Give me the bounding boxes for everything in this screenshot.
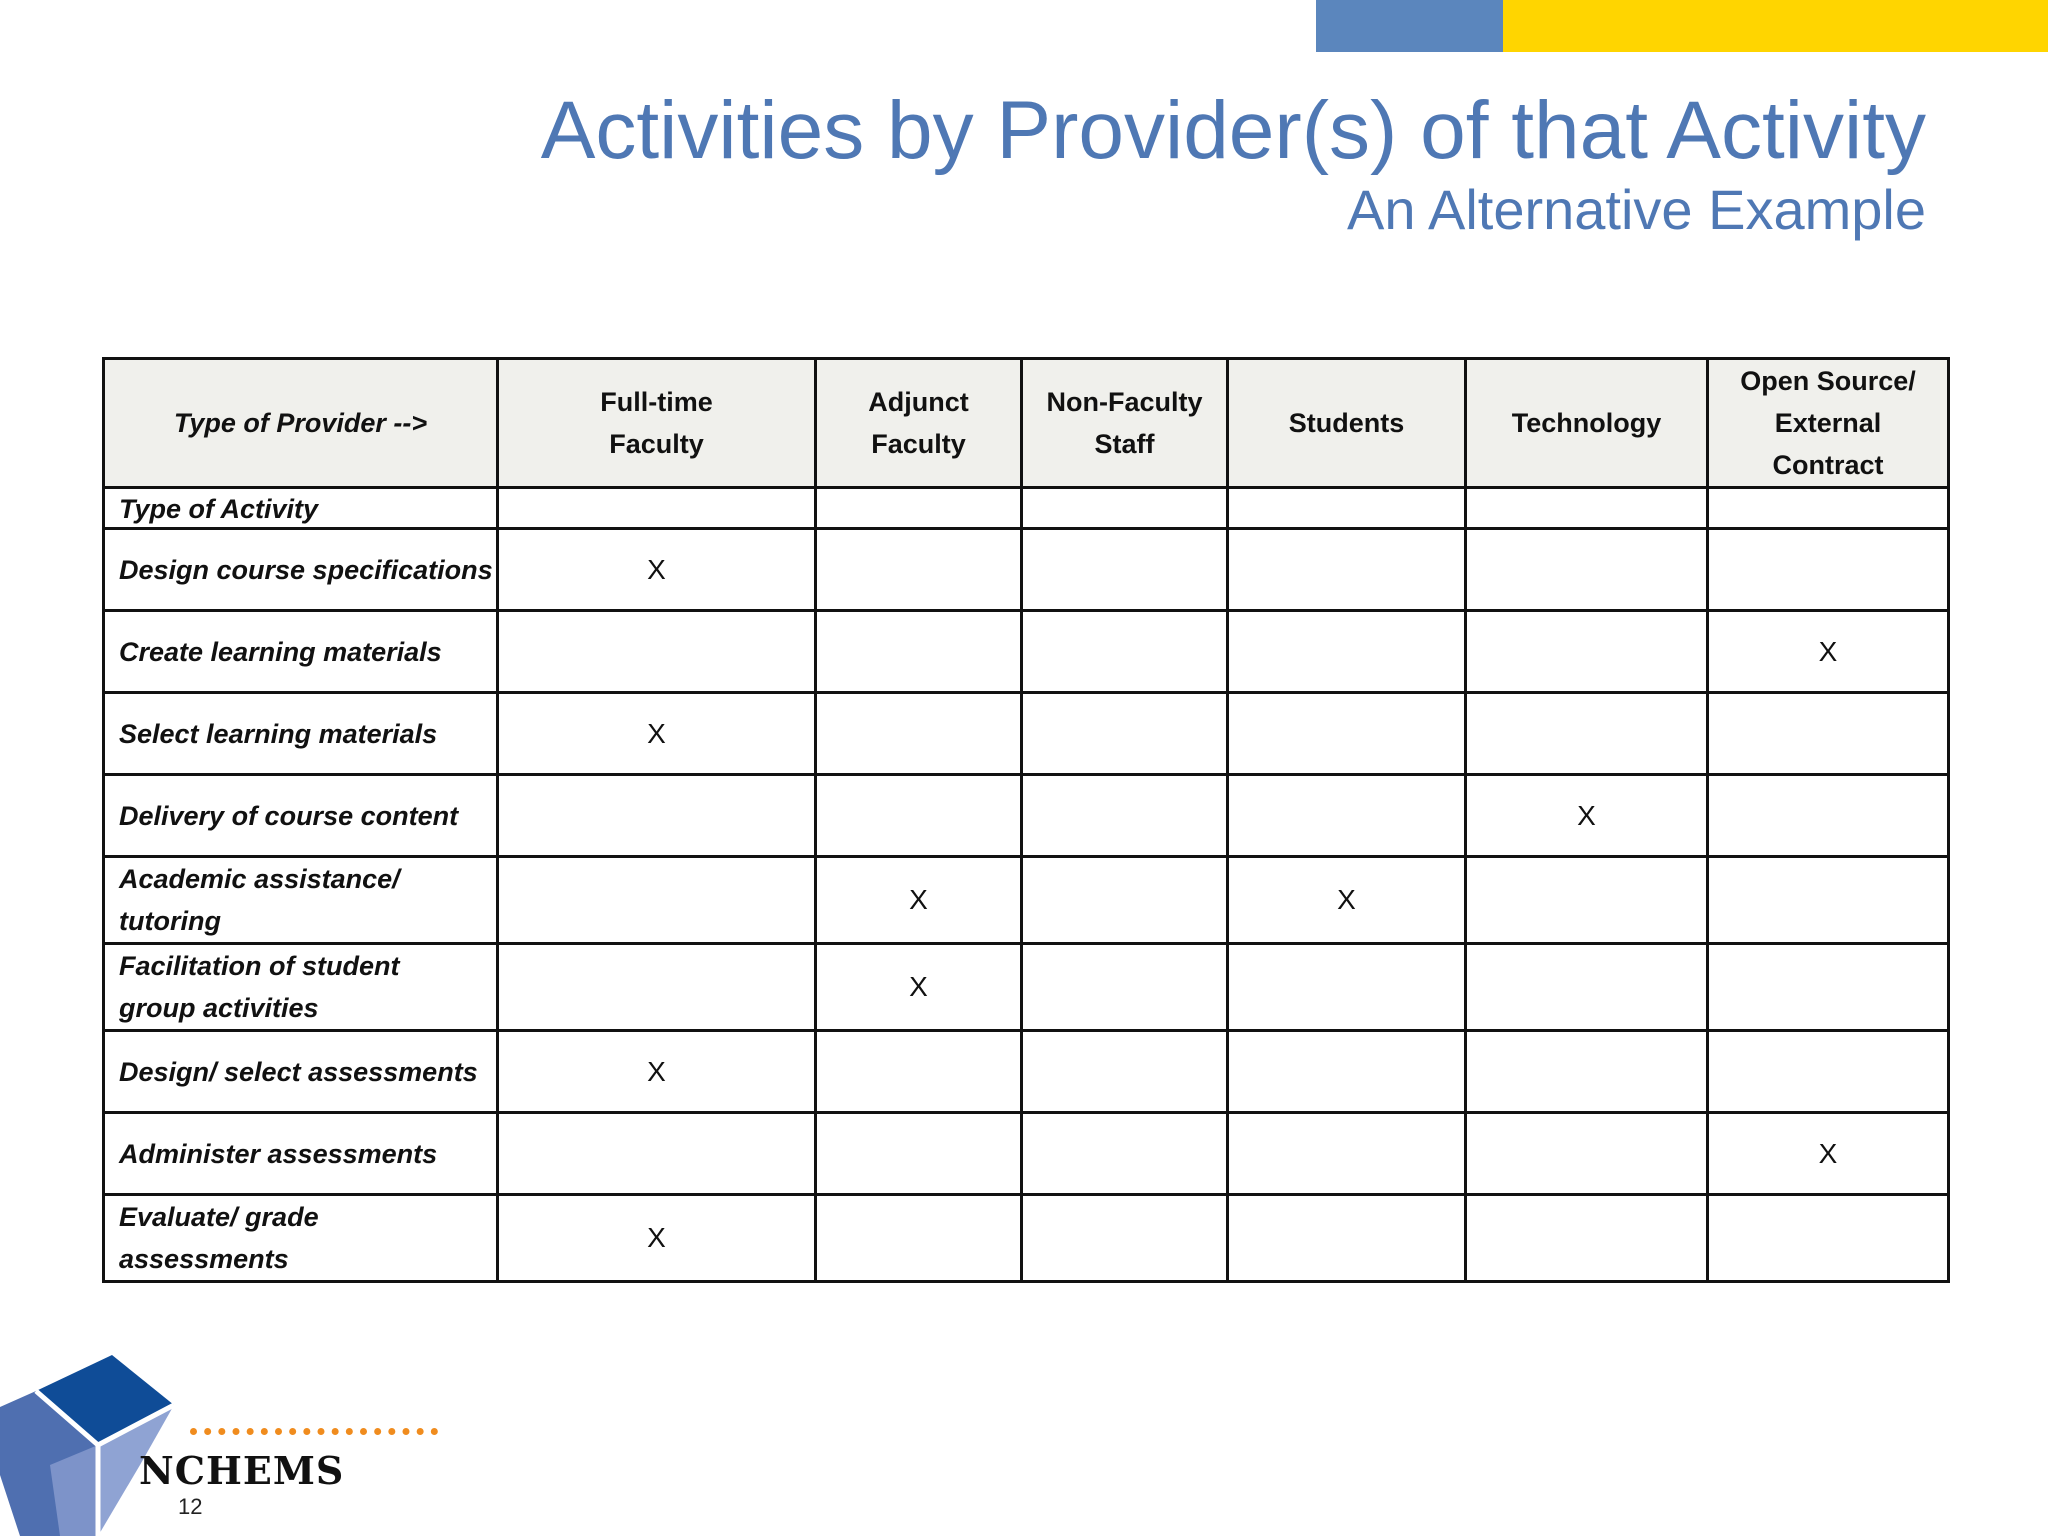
mark-cell: X xyxy=(1708,611,1949,693)
table-row xyxy=(104,529,1949,611)
table-row xyxy=(104,693,1949,775)
mark-cell xyxy=(1228,944,1466,1031)
table-row xyxy=(104,1113,1949,1195)
mark-cell xyxy=(1022,857,1228,944)
cube-logo-icon xyxy=(0,1355,180,1536)
mark-cell xyxy=(498,857,816,944)
mark-cell xyxy=(1466,1031,1708,1113)
mark-cell xyxy=(1022,944,1228,1031)
mark-cell xyxy=(816,775,1022,857)
empty-cell xyxy=(816,488,1022,529)
mark-cell xyxy=(816,611,1022,693)
column-header: Open Source/ External Contract xyxy=(1708,359,1949,488)
table-row xyxy=(104,857,1949,944)
mark-cell xyxy=(1228,775,1466,857)
mark-cell xyxy=(1708,944,1949,1031)
column-header: Adjunct Faculty xyxy=(816,359,1022,488)
mark-cell: X xyxy=(1708,1113,1949,1195)
mark-cell xyxy=(1022,775,1228,857)
mark-cell: X xyxy=(498,693,816,775)
table-row xyxy=(104,775,1949,857)
mark-cell xyxy=(1022,611,1228,693)
mark-cell xyxy=(1466,693,1708,775)
activity-label: Administer assessments xyxy=(104,1113,498,1195)
activity-provider-table xyxy=(102,357,1950,1283)
activity-label: Evaluate/ grade assessments xyxy=(104,1195,498,1282)
mark-cell xyxy=(1228,529,1466,611)
table-row xyxy=(104,1031,1949,1113)
mark-cell: X xyxy=(816,857,1022,944)
mark-cell xyxy=(1022,693,1228,775)
mark-cell xyxy=(816,529,1022,611)
column-header: Students xyxy=(1228,359,1466,488)
mark-cell xyxy=(1466,857,1708,944)
activity-label: Academic assistance/ tutoring xyxy=(104,857,498,944)
mark-cell xyxy=(1022,1113,1228,1195)
activity-label: Delivery of course content xyxy=(104,775,498,857)
slide-subtitle: An Alternative Example xyxy=(1347,178,1926,241)
mark-cell xyxy=(498,1113,816,1195)
mark-cell xyxy=(1228,1113,1466,1195)
column-header: Non-Faculty Staff xyxy=(1022,359,1228,488)
mark-cell xyxy=(1022,1195,1228,1282)
mark-cell xyxy=(1228,693,1466,775)
mark-cell: X xyxy=(498,1195,816,1282)
empty-cell xyxy=(1708,488,1949,529)
activity-label: Facilitation of student group activities xyxy=(104,944,498,1031)
mark-cell xyxy=(1228,611,1466,693)
mark-cell xyxy=(1708,857,1949,944)
activity-label: Select learning materials xyxy=(104,693,498,775)
activity-label: Create learning materials xyxy=(104,611,498,693)
mark-cell xyxy=(1708,693,1949,775)
mark-cell xyxy=(1708,529,1949,611)
slide-title: Activities by Provider(s) of that Activity xyxy=(540,85,1926,176)
mark-cell xyxy=(498,611,816,693)
logo-text: NCHEMS xyxy=(139,1448,345,1493)
mark-cell xyxy=(1708,1195,1949,1282)
activity-label: Design course specifications xyxy=(104,529,498,611)
empty-cell xyxy=(1466,488,1708,529)
mark-cell xyxy=(1228,1195,1466,1282)
mark-cell: X xyxy=(1466,775,1708,857)
mark-cell xyxy=(816,1031,1022,1113)
mark-cell: X xyxy=(816,944,1022,1031)
table-row xyxy=(104,944,1949,1031)
mark-cell xyxy=(1466,944,1708,1031)
mark-cell xyxy=(1228,1031,1466,1113)
mark-cell xyxy=(1708,1031,1949,1113)
mark-cell xyxy=(1708,775,1949,857)
empty-cell xyxy=(1022,488,1228,529)
mark-cell xyxy=(1022,529,1228,611)
page-number: 12 xyxy=(178,1494,203,1519)
top-accent-bar-yellow xyxy=(1503,0,2048,52)
mark-cell xyxy=(1466,529,1708,611)
activity-label: Design/ select assessments xyxy=(104,1031,498,1113)
top-accent-bar-blue xyxy=(1316,0,1503,52)
mark-cell: X xyxy=(498,529,816,611)
mark-cell xyxy=(1022,1031,1228,1113)
subheader-label: Type of Activity xyxy=(104,488,498,529)
subheader-row xyxy=(104,488,1949,529)
mark-cell xyxy=(498,775,816,857)
mark-cell: X xyxy=(1228,857,1466,944)
mark-cell xyxy=(816,693,1022,775)
mark-cell: X xyxy=(498,1031,816,1113)
corner-header: Type of Provider --> xyxy=(104,359,498,488)
mark-cell xyxy=(1466,1113,1708,1195)
mark-cell xyxy=(1466,1195,1708,1282)
mark-cell xyxy=(816,1195,1022,1282)
table-row xyxy=(104,611,1949,693)
mark-cell xyxy=(1466,611,1708,693)
table-row xyxy=(104,1195,1949,1282)
logo-dotted-line xyxy=(190,1428,438,1435)
empty-cell xyxy=(1228,488,1466,529)
empty-cell xyxy=(498,488,816,529)
column-header: Full-time Faculty xyxy=(498,359,816,488)
mark-cell xyxy=(816,1113,1022,1195)
header-row xyxy=(104,359,1949,488)
column-header: Technology xyxy=(1466,359,1708,488)
mark-cell xyxy=(498,944,816,1031)
